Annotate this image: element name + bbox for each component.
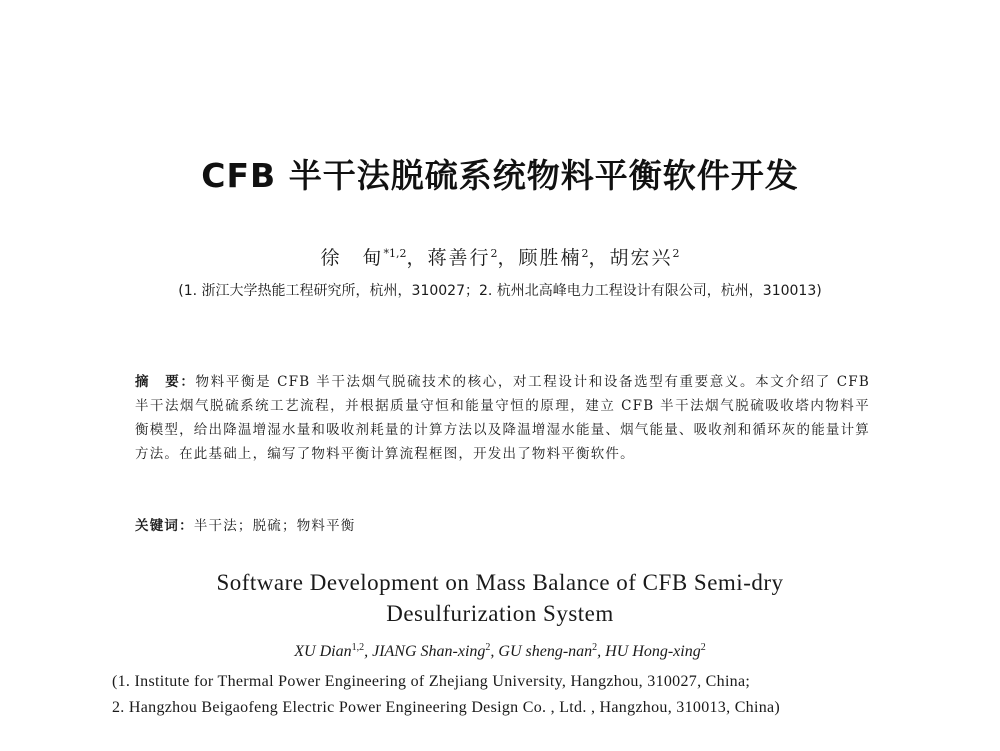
author-separator: ,: [364, 643, 373, 660]
keywords-label: 关键词：: [135, 518, 194, 534]
chinese-authors: [0, 243, 1000, 270]
english-affiliation: [112, 669, 902, 721]
author-separator: ,: [490, 643, 499, 660]
chinese-abstract: [135, 370, 870, 466]
author-separator: ,: [597, 643, 606, 660]
author-affiliation-mark: *1,2: [383, 247, 407, 260]
author-affiliation-mark: 2: [581, 247, 589, 260]
english-authors: [0, 642, 1000, 661]
author-name: 胡宏兴: [609, 247, 673, 269]
author-separator: ，: [588, 247, 610, 269]
english-title-line: Desulfurization System: [386, 601, 614, 626]
author-affiliation-mark: 2: [700, 642, 706, 653]
english-affiliation-line: 2. Hangzhou Beigaofeng Electric Power Engineering Design Co. , Ltd. , Hangzhou, 310013, China): [112, 699, 781, 716]
author-affiliation-mark: 2: [672, 247, 680, 260]
chinese-title: CFB 半干法脱硫系统物料平衡软件开发: [201, 156, 799, 195]
chinese-affiliation: (1. 浙江大学热能工程研究所，杭州，310027；2. 杭州北高峰电力工程设计有限公司，杭州，310013): [178, 283, 822, 299]
chinese-keywords: [135, 514, 870, 534]
abstract-text: 物料平衡是 CFB 半干法烟气脱硫技术的核心，对工程设计和设备选型有重要意义。本文介绍了 CFB 半干法烟气脱硫系统工艺流程，并根据质量守恒和能量守恒的原理，建立 CFB 半干法烟气脱硫吸收塔内物料平衡模型，给出降温增湿水量和吸收剂耗量的计算方法以及降温增湿水能量、烟气能量、吸收剂和循环灰的能量计算方法。在此基础上，编写了物料平衡计算流程框图，开发出了物料平衡软件。: [135, 374, 870, 462]
author-affiliation-mark: 1,2: [351, 642, 365, 653]
author-name: XU Dian: [294, 643, 352, 660]
english-title-line: Software Development on Mass Balance of CFB Semi-dry: [216, 570, 784, 595]
author-affiliation-mark: 2: [490, 247, 498, 260]
author-name: 蒋善行: [427, 247, 491, 269]
author-name: HU Hong-xing: [605, 643, 701, 660]
author-name: 顾胜楠: [518, 247, 582, 269]
author-separator: ，: [406, 247, 428, 269]
author-affiliation-mark: 2: [592, 642, 598, 653]
author-affiliation-mark: 2: [485, 642, 491, 653]
author-name: JIANG Shan-xing: [372, 643, 486, 660]
english-affiliation-line: (1. Institute for Thermal Power Engineering of Zhejiang University, Hangzhou, 310027, China;: [112, 673, 751, 690]
keywords-text: 半干法；脱硫；物料平衡: [193, 518, 356, 534]
author-separator: ，: [497, 247, 519, 269]
author-name: 徐 甸: [320, 247, 384, 269]
author-name: GU sheng-nan: [498, 643, 593, 660]
english-title: [0, 567, 1000, 629]
abstract-label: 摘 要：: [135, 374, 196, 390]
